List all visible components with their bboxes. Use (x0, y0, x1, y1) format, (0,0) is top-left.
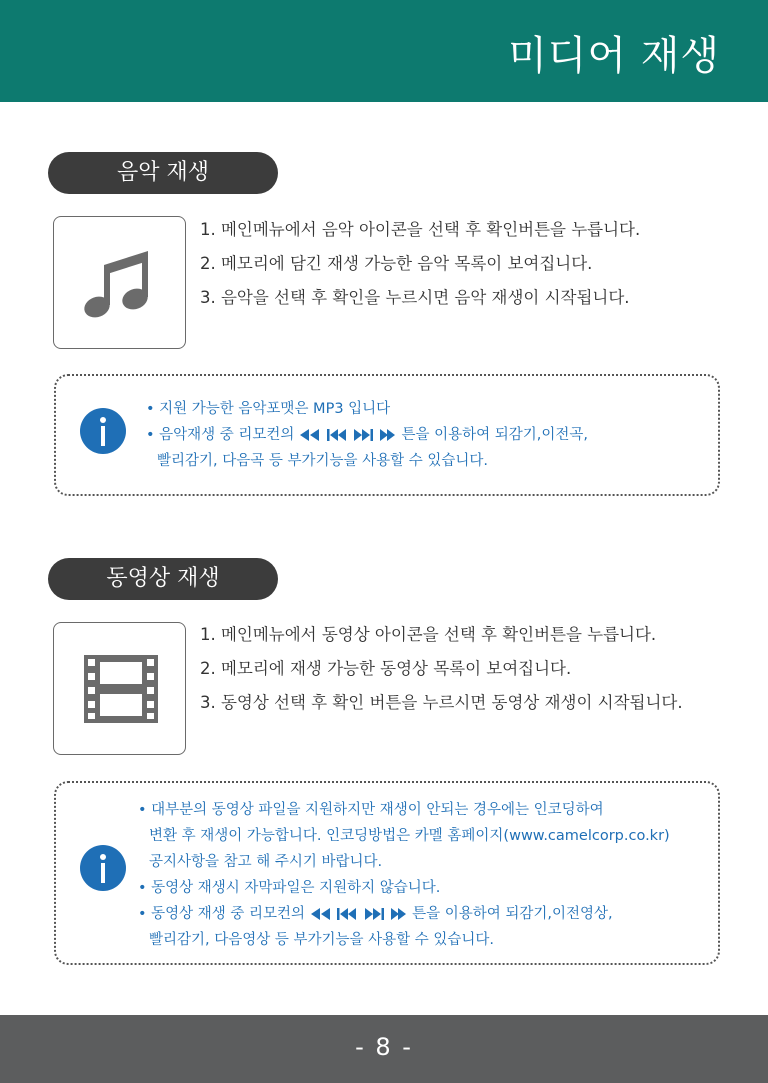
video-steps-list (200, 618, 683, 720)
video-step-1: 1. 메인메뉴에서 동영상 아이콘을 선택 후 확인버튼을 누릅니다. (200, 625, 657, 644)
video-note-line: • 동영상 재생시 자막파일은 지원하지 않습니다. (138, 880, 441, 896)
music-step-1: 1. 메인메뉴에서 음악 아이콘을 선택 후 확인버튼을 누릅니다. (200, 220, 641, 239)
fast-forward-icon (380, 429, 396, 441)
video-icon-box (53, 622, 186, 755)
video-note-line: 공지사항을 참고 해 주시기 바랍니다. (149, 854, 383, 870)
music-step-2: 2. 메모리에 담긴 재생 가능한 음악 목록이 보여집니다. (200, 254, 593, 273)
next-icon (364, 908, 384, 920)
header-bar (0, 0, 768, 102)
video-note-line: 빨리감기, 다음영상 등 부가기능을 사용할 수 있습니다. (149, 932, 495, 948)
video-note-line: 변환 후 재생이 가능합니다. 인코딩방법은 카멜 홈페이지(www.camelcorp.co.kr) (149, 828, 670, 844)
remote-buttons (299, 427, 401, 443)
rewind-icon (300, 429, 320, 441)
music-note-line: • 지원 가능한 음악포맷은 MP3 입니다 (146, 401, 391, 417)
info-icon (80, 408, 126, 454)
video-note-line (138, 901, 670, 927)
video-note-box (54, 781, 720, 965)
music-section-heading: 음악 재생 (48, 152, 278, 194)
remote-buttons (310, 906, 412, 922)
music-step-3: 3. 음악을 선택 후 확인을 누르시면 음악 재생이 시작됩니다. (200, 288, 630, 307)
video-note-line: • 대부분의 동영상 파일을 지원하지만 재생이 안되는 경우에는 인코딩하여 (138, 802, 604, 818)
video-step-3: 3. 동영상 선택 후 확인 버튼을 누르시면 동영상 재생이 시작됩니다. (200, 693, 683, 712)
music-note-line (146, 422, 588, 448)
music-icon-box (53, 216, 186, 349)
info-icon (80, 845, 126, 891)
music-note-line: 빨리감기, 다음곡 등 부가기능을 사용할 수 있습니다. (157, 453, 489, 469)
music-note-text: • 음악재생 중 리모컨의 (146, 427, 300, 443)
previous-icon (327, 429, 347, 441)
music-note-icon (54, 217, 187, 350)
page-number: - 8 - (355, 1033, 413, 1061)
rewind-icon (311, 908, 331, 920)
video-note-text: 튼을 이용하여 되감기,이전영상, (412, 906, 613, 922)
music-note-lines (146, 396, 588, 474)
music-note-box (54, 374, 720, 496)
page-title: 미디어 재생 (508, 33, 720, 79)
video-note-lines (138, 797, 670, 953)
video-step-2: 2. 메모리에 재생 가능한 동영상 목록이 보여집니다. (200, 659, 572, 678)
film-strip-icon (54, 623, 187, 756)
fast-forward-icon (391, 908, 407, 920)
video-section-heading: 동영상 재생 (48, 558, 278, 600)
footer-bar (0, 1015, 768, 1083)
music-steps-list (200, 213, 640, 315)
music-note-text: 튼을 이용하여 되감기,이전곡, (401, 427, 589, 443)
next-icon (353, 429, 373, 441)
video-note-text: • 동영상 재생 중 리모컨의 (138, 906, 310, 922)
previous-icon (337, 908, 357, 920)
